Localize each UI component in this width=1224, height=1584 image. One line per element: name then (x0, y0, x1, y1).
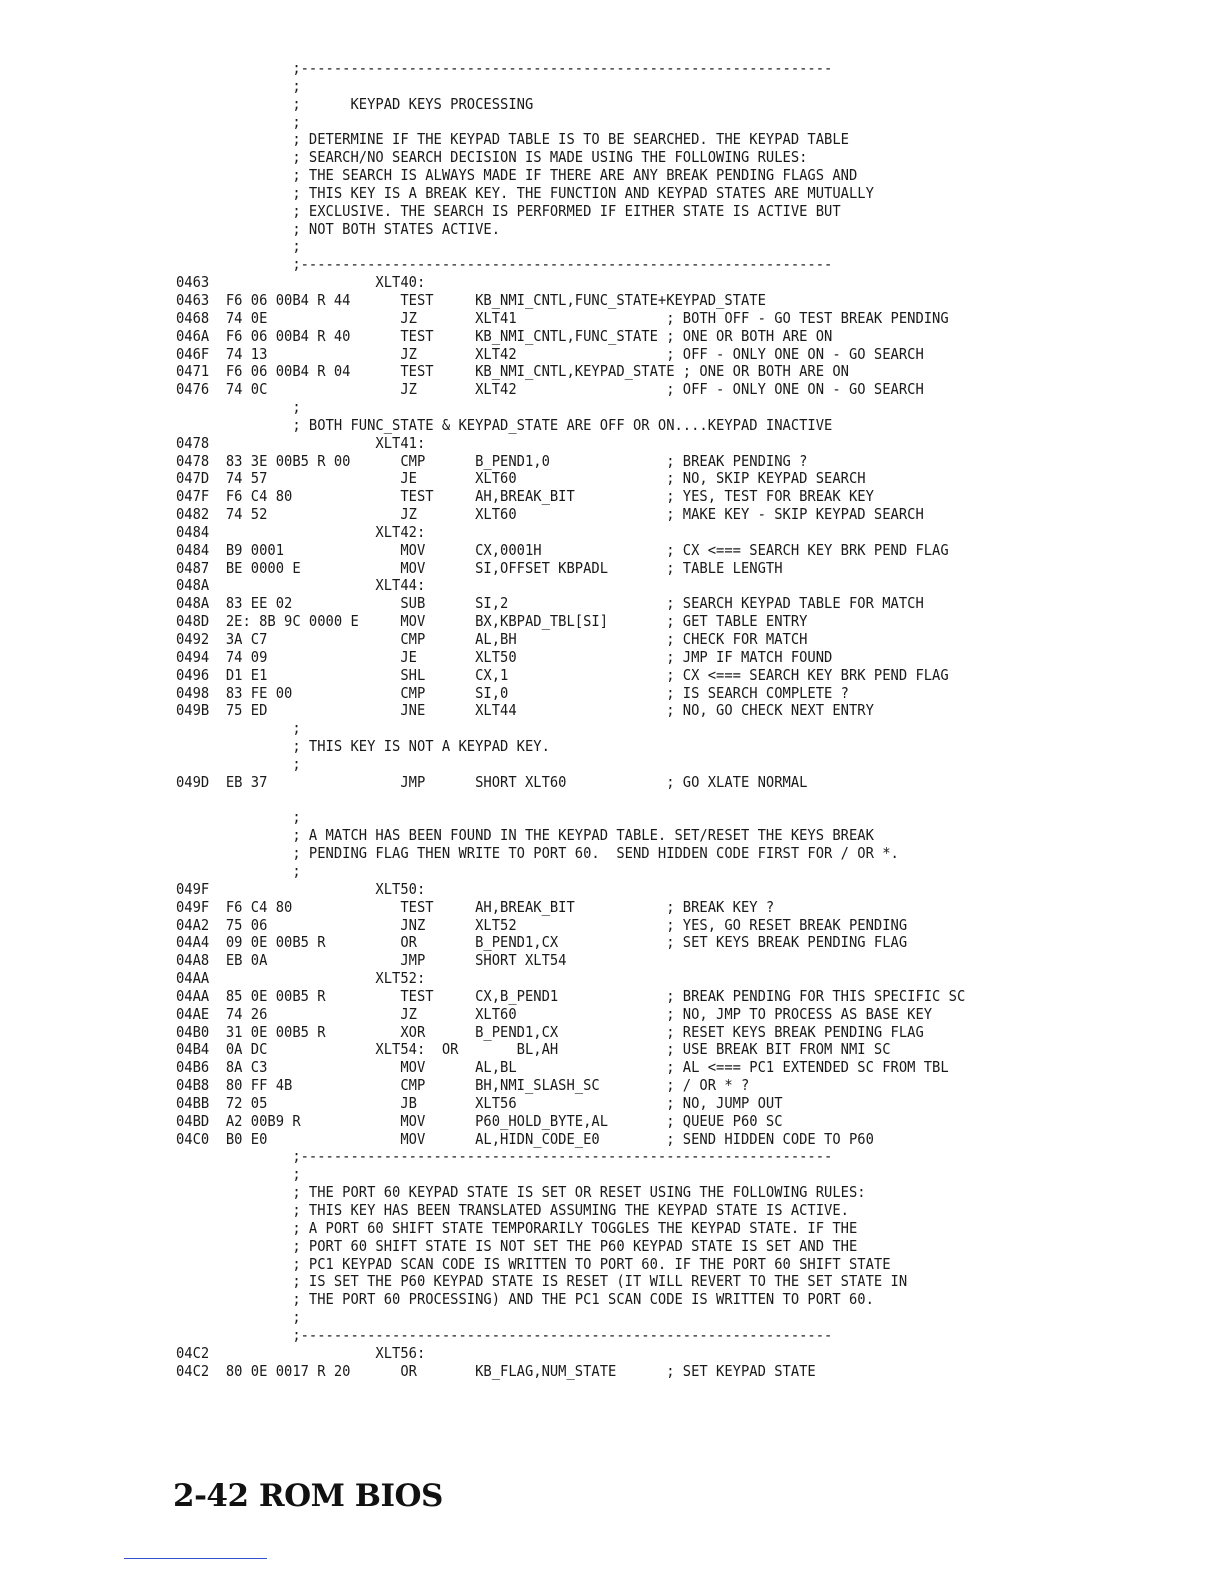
listing-line: 04AA 85 0E 00B5 R TEST CX,B_PEND1 ; BREAK PENDING FOR THIS SPECIFIC SC (176, 986, 966, 1005)
listing-line: 04BD A2 00B9 R MOV P60_HOLD_BYTE,AL ; QUEUE P60 SC (176, 1111, 783, 1130)
listing-line: ; (176, 719, 301, 738)
listing-line: 0476 74 0C JZ XLT42 ; OFF - ONLY ONE ON - GO SEARCH (176, 380, 924, 399)
listing-line: ; THIS KEY IS NOT A KEYPAD KEY. (176, 737, 550, 756)
listing-line: ; THIS KEY IS A BREAK KEY. THE FUNCTION AND KEYPAD STATES ARE MUTUALLY (176, 183, 874, 202)
listing-line: 0484 B9 0001 MOV CX,0001H ; CX <=== SEARCH KEY BRK PEND FLAG (176, 540, 949, 559)
listing-line: ; A PORT 60 SHIFT STATE TEMPORARILY TOGGLES THE KEYPAD STATE. IF THE (176, 1218, 858, 1237)
listing-line: 0487 BE 0000 E MOV SI,OFFSET KBPADL ; TABLE LENGTH (176, 558, 783, 577)
listing-line: 04B4 0A DC XLT54: OR BL,AH ; USE BREAK BIT FROM NMI SC (176, 1040, 891, 1059)
listing-line: 0463 F6 06 00B4 R 44 TEST KB_NMI_CNTL,FUNC_STATE+KEYPAD_STATE (176, 290, 766, 309)
listing-line: ; THIS KEY HAS BEEN TRANSLATED ASSUMING THE KEYPAD STATE IS ACTIVE. (176, 1201, 849, 1219)
listing-line: 04BB 72 05 JB XLT56 ; NO, JUMP OUT (176, 1093, 783, 1112)
listing-line: 04B8 80 FF 4B CMP BH,NMI_SLASH_SC ; / OR * ? (176, 1076, 750, 1095)
listing-line: 0494 74 09 JE XLT50 ; JMP IF MATCH FOUND (176, 647, 833, 666)
listing-line: 048A XLT44: (176, 576, 426, 595)
listing-line: ; DETERMINE IF THE KEYPAD TABLE IS TO BE SEARCHED. THE KEYPAD TABLE (176, 130, 849, 149)
listing-line: ; (176, 1308, 301, 1327)
listing-line: 0492 3A C7 CMP AL,BH ; CHECK FOR MATCH (176, 630, 808, 648)
listing-line: ;---------------------------------------------------------------- (176, 59, 833, 77)
listing-line: ;---------------------------------------------------------------- (176, 255, 833, 274)
listing-line: ;---------------------------------------------------------------- (176, 1147, 833, 1166)
listing-line: 047F F6 C4 80 TEST AH,BREAK_BIT ; YES, TEST FOR BREAK KEY (176, 487, 874, 506)
listing-line: ; NOT BOTH STATES ACTIVE. (176, 219, 501, 238)
listing-line: 0496 D1 E1 SHL CX,1 ; CX <=== SEARCH KEY BRK PEND FLAG (176, 665, 949, 684)
listing-line: 047D 74 57 JE XLT60 ; NO, SKIP KEYPAD SEARCH (176, 469, 866, 488)
listing-line: ; THE SEARCH IS ALWAYS MADE IF THERE ARE ANY BREAK PENDING FLAGS AND (176, 166, 858, 185)
listing-line: ; (176, 754, 301, 773)
listing-line: 04B6 8A C3 MOV AL,BL ; AL <=== PC1 EXTENDED SC FROM TBL (176, 1058, 949, 1077)
listing-line: 0484 XLT42: (176, 522, 426, 541)
listing-line: 049F XLT50: (176, 879, 426, 898)
listing-line: ; (176, 861, 301, 880)
listing-line: 048A 83 EE 02 SUB SI,2 ; SEARCH KEYPAD TABLE FOR MATCH (176, 594, 924, 613)
listing-line: ; PENDING FLAG THEN WRITE TO PORT 60. SEND HIDDEN CODE FIRST FOR / OR *. (176, 844, 899, 863)
listing-line: ; (176, 398, 301, 417)
listing-line: 049D EB 37 JMP SHORT XLT60 ; GO XLATE NORMAL (176, 772, 808, 791)
listing-line: ; (176, 112, 301, 131)
listing-line: ; (176, 237, 301, 256)
listing-line: 0463 XLT40: (176, 273, 426, 292)
listing-line: ; PC1 KEYPAD SCAN CODE IS WRITTEN TO PORT 60. IF THE PORT 60 SHIFT STATE (176, 1254, 891, 1273)
listing-line: ; (176, 808, 301, 827)
listing-line: ;---------------------------------------------------------------- (176, 1325, 833, 1344)
listing-line: 0482 74 52 JZ XLT60 ; MAKE KEY - SKIP KEYPAD SEARCH (176, 505, 924, 524)
listing-line: ; BOTH FUNC_STATE & KEYPAD_STATE ARE OFF OR ON....KEYPAD INACTIVE (176, 415, 833, 434)
listing-line: 0471 F6 06 00B4 R 04 TEST KB_NMI_CNTL,KEYPAD_STATE ; ONE OR BOTH ARE ON (176, 362, 849, 381)
listing-line: ; EXCLUSIVE. THE SEARCH IS PERFORMED IF EITHER STATE IS ACTIVE BUT (176, 201, 841, 220)
listing-line: 04C2 80 0E 0017 R 20 OR KB_FLAG,NUM_STATE ; SET KEYPAD STATE (176, 1361, 816, 1380)
listing-line: 0478 XLT41: (176, 433, 426, 452)
listing-line: ; IS SET THE P60 KEYPAD STATE IS RESET (IT WILL REVERT TO THE SET STATE IN (176, 1272, 908, 1291)
listing-line: 04AA XLT52: (176, 969, 426, 988)
listing-line: 0498 83 FE 00 CMP SI,0 ; IS SEARCH COMPLETE ? (176, 683, 849, 702)
listing-line: 04C0 B0 E0 MOV AL,HIDN_CODE_E0 ; SEND HIDDEN CODE TO P60 (176, 1129, 874, 1148)
listing-line: 04AE 74 26 JZ XLT60 ; NO, JMP TO PROCESS AS BASE KEY (176, 1004, 933, 1023)
listing-line: 04A8 EB 0A JMP SHORT XLT54 (176, 951, 567, 970)
listing-line: ; PORT 60 SHIFT STATE IS NOT SET THE P60 KEYPAD STATE IS SET AND THE (176, 1236, 858, 1255)
listing-line: 04B0 31 0E 00B5 R XOR B_PEND1,CX ; RESET KEYS BREAK PENDING FLAG (176, 1022, 924, 1041)
listing-line: 049B 75 ED JNE XLT44 ; NO, GO CHECK NEXT ENTRY (176, 701, 874, 720)
listing-line: ; THE PORT 60 KEYPAD STATE IS SET OR RESET USING THE FOLLOWING RULES: (176, 1183, 866, 1202)
page-footer: 2-42 ROM BIOS (173, 1478, 443, 1514)
listing-line: 049F F6 C4 80 TEST AH,BREAK_BIT ; BREAK KEY ? (176, 897, 775, 916)
listing-line: ; THE PORT 60 PROCESSING) AND THE PC1 SCAN CODE IS WRITTEN TO PORT 60. (176, 1290, 874, 1309)
link-underline (124, 1558, 267, 1559)
listing-line: ; A MATCH HAS BEEN FOUND IN THE KEYPAD TABLE. SET/RESET THE KEYS BREAK (176, 826, 874, 845)
listing-line: ; KEYPAD KEYS PROCESSING (176, 94, 534, 113)
listing-line: ; (176, 76, 301, 95)
listing-line: 0468 74 0E JZ XLT41 ; BOTH OFF - GO TEST BREAK PENDING (176, 308, 949, 327)
listing-line: 0478 83 3E 00B5 R 00 CMP B_PEND1,0 ; BREAK PENDING ? (176, 451, 808, 470)
listing-line: 04C2 XLT56: (176, 1343, 426, 1362)
listing-line: ; SEARCH/NO SEARCH DECISION IS MADE USING THE FOLLOWING RULES: (176, 148, 808, 167)
assembly-listing (176, 60, 965, 1380)
listing-line (176, 792, 965, 810)
listing-line: 04A4 09 0E 00B5 R OR B_PEND1,CX ; SET KEYS BREAK PENDING FLAG (176, 933, 908, 952)
listing-line: 046A F6 06 00B4 R 40 TEST KB_NMI_CNTL,FUNC_STATE ; ONE OR BOTH ARE ON (176, 326, 833, 345)
listing-line: ; (176, 1165, 301, 1184)
listing-line: 046F 74 13 JZ XLT42 ; OFF - ONLY ONE ON - GO SEARCH (176, 344, 924, 363)
listing-line: 04A2 75 06 JNZ XLT52 ; YES, GO RESET BREAK PENDING (176, 915, 908, 934)
listing-line: 048D 2E: 8B 9C 0000 E MOV BX,KBPAD_TBL[SI] ; GET TABLE ENTRY (176, 612, 808, 631)
